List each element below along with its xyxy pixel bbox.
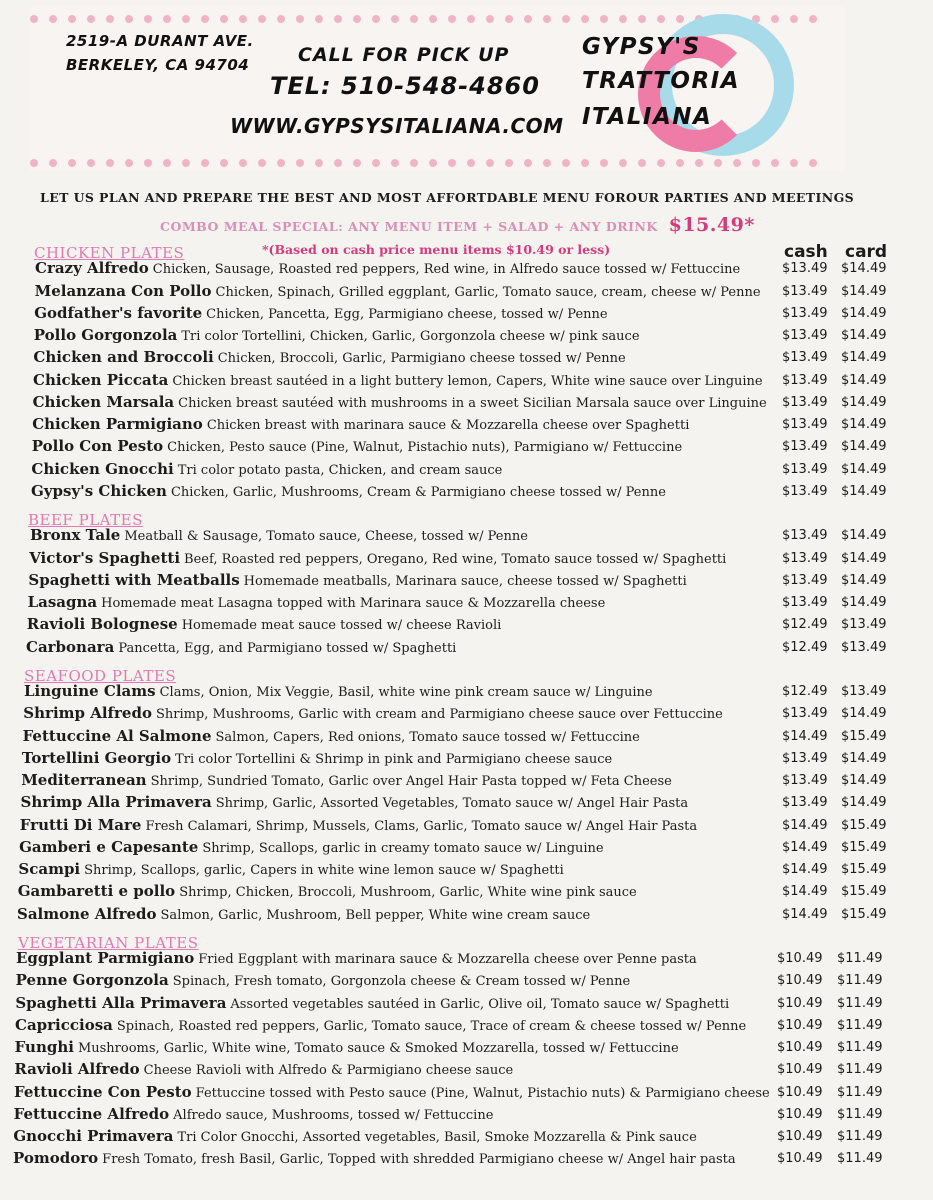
menu-item-name: Frutti Di Mare (19, 815, 142, 834)
menu-item-card-price: $14.49 (841, 550, 887, 566)
decorative-dot (448, 159, 456, 167)
combo-special-price: $15.49* (668, 214, 755, 236)
menu-item (33, 391, 767, 413)
decorative-dot (391, 15, 399, 23)
decorative-dot (277, 159, 285, 167)
menu-item-cash-price: $10.49 (777, 973, 823, 989)
decorative-dot (391, 159, 399, 167)
menu-item-name: Ravioli Alfredo (14, 1060, 140, 1079)
decorative-dot (600, 15, 608, 23)
menu-item (33, 369, 763, 391)
menu-item-cash-price: $13.49 (782, 372, 828, 388)
menu-item (22, 747, 612, 769)
menu-item-description: Chicken breast sautéed in a light buttery lemon, Capers, White wine sauce over Linguine (172, 373, 763, 389)
decorative-dot (467, 15, 475, 23)
menu-item-description: Tri Color Gnocchi, Assorted vegetables, Basil, Smoke Mozzarella & Pink sauce (177, 1130, 697, 1145)
decorative-dot (448, 15, 456, 23)
menu-item-cash-price: $10.49 (777, 1106, 823, 1122)
decorative-dot (676, 159, 684, 167)
decorative-dot (543, 15, 551, 23)
menu-item-description: Assorted vegetables sautéed in Garlic, Olive oil, Tomato sauce w/ Spaghetti (230, 996, 730, 1012)
menu-item-cash-price: $13.49 (782, 795, 828, 811)
menu-item (33, 346, 625, 368)
menu-item-card-price: $14.49 (841, 283, 887, 299)
menu-item-description: Chicken, Broccoli, Garlic, Parmigiano cheese tossed w/ Penne (217, 351, 626, 367)
menu-item-card-price: $14.49 (841, 572, 887, 588)
menu-item-cash-price: $14.49 (782, 862, 828, 877)
menu-item-cash-price: $12.49 (782, 639, 828, 655)
menu-item-description: Shrimp, Scallops, garlic, Capers in white wine lemon sauce w/ Spaghetti (84, 863, 564, 878)
menu-item-card-price: $11.49 (837, 1062, 883, 1078)
menu-item-name: Fettuccine Con Pesto (14, 1082, 192, 1101)
menu-item-card-price: $14.49 (841, 261, 887, 277)
menu-item-name: Pollo Con Pesto (31, 437, 164, 456)
menu-item-name: Bronx Tale (30, 526, 121, 545)
menu-item-cash-price: $10.49 (777, 1151, 823, 1167)
decorative-dot (315, 15, 323, 23)
combo-special (160, 214, 755, 236)
menu-item-description: Shrimp, Garlic, Assorted Vegetables, Tomato sauce w/ Angel Hair Pasta (215, 796, 689, 812)
menu-item-name: Chicken and Broccoli (33, 348, 214, 367)
brand-name-line-2: TRATTORIA (582, 68, 741, 94)
menu-item-cash-price: $12.49 (782, 684, 828, 699)
brand-name-line-3: ITALIANA (582, 104, 713, 130)
decorative-dot (543, 159, 551, 167)
menu-item (21, 769, 672, 791)
menu-item-card-price: $14.49 (841, 483, 887, 499)
combo-footnote: *(Based on cash price menu items $10.49 or less) (262, 242, 611, 257)
party-planning-text: LET US PLAN AND PREPARE THE BEST AND MOST AFFORTDABLE MENU FOROUR PARTIES AND MEETINGS (40, 190, 855, 205)
decorative-dot (467, 159, 475, 167)
decorative-dot (733, 159, 741, 167)
menu-item-card-price: $14.49 (841, 706, 887, 722)
decorative-dot (638, 159, 646, 167)
section-title-beef-plates: BEEF PLATES (28, 511, 143, 529)
decorative-dot (220, 15, 228, 23)
menu-item (29, 547, 726, 569)
menu-item-card-price: $13.49 (841, 639, 887, 655)
menu-item-description: Pancetta, Egg, and Parmigiano tossed w/ Spaghetti (118, 640, 457, 656)
decorative-dot (353, 15, 361, 23)
menu-item-cash-price: $13.49 (782, 439, 828, 455)
menu-item-description: Shrimp, Chicken, Broccoli, Mushroom, Garlic, White wine pink sauce (179, 885, 637, 901)
menu-item-card-price: $14.49 (841, 350, 887, 366)
menu-item-card-price: $11.49 (837, 1040, 883, 1055)
menu-item-card-price: $13.49 (841, 684, 887, 699)
decorative-dot (714, 159, 722, 167)
decorative-dot (30, 159, 38, 167)
menu-item-description: Fried Eggplant with marinara sauce & Mozzarella cheese over Penne pasta (198, 952, 697, 967)
menu-item-name: Fettuccine Al Salmone (22, 726, 212, 745)
menu-item-name: Gnocchi Primavera (13, 1127, 174, 1145)
menu-item (16, 969, 630, 991)
menu-item-name: Carbonara (26, 637, 115, 656)
menu-item (32, 435, 682, 457)
menu-item-description: Chicken, Pesto sauce (Pine, Walnut, Pistachio nuts), Parmigiano w/ Fettuccine (167, 440, 683, 456)
address-line-2: BERKELEY, CA 94704 (66, 56, 250, 74)
menu-item-description: Mushrooms, Garlic, White wine, Tomato sauce & Smoked Mozzarella, tossed w/ Fettuccine (77, 1041, 679, 1056)
decorative-dot (125, 159, 133, 167)
menu-item (14, 1058, 513, 1080)
decorative-dot (220, 159, 228, 167)
menu-item-description: Chicken, Sausage, Roasted red peppers, Red wine, in Alfredo sauce tossed w/ Fettuccine (152, 262, 741, 278)
decorative-dot (809, 159, 817, 167)
decorative-dot (790, 159, 798, 167)
menu-item-name: Chicken Piccata (33, 370, 169, 389)
menu-item-description: Tri color potato pasta, Chicken, and cream sauce (177, 462, 503, 478)
menu-item-name: Salmone Alfredo (17, 904, 157, 923)
menu-item-cash-price: $13.49 (782, 572, 828, 588)
decorative-dot (49, 15, 57, 23)
menu-item (28, 569, 686, 591)
menu-item-description: Chicken, Spinach, Grilled eggplant, Garlic, Tomato sauce, cream, cheese w/ Penne (215, 284, 761, 300)
menu-item-description: Chicken breast sautéed with mushrooms in a sweet Sicilian Marsala sauce over Linguine (178, 395, 767, 411)
menu-item (34, 302, 607, 324)
phone-number: TEL: 510-548-4860 (270, 72, 540, 100)
decorative-dot (144, 159, 152, 167)
decorative-dot (695, 159, 703, 167)
decorative-dot (429, 15, 437, 23)
menu-item-name: Gypsy's Chicken (31, 481, 167, 500)
menu-item (15, 1014, 746, 1036)
menu-item-card-price: $14.49 (841, 773, 887, 788)
menu-item-description: Salmon, Garlic, Mushroom, Bell pepper, White wine cream sauce (160, 907, 591, 923)
decorative-dot (752, 159, 760, 167)
menu-item-description: Cheese Ravioli with Alfredo & Parmigiano cheese sauce (143, 1063, 514, 1079)
decorative-dot (106, 15, 114, 23)
menu-item (14, 1081, 770, 1103)
decorative-dot (315, 159, 323, 167)
decorative-dot (68, 15, 76, 23)
decorative-dot (106, 159, 114, 167)
decorative-dot (410, 159, 418, 167)
menu-item-name: Penne Gorgonzola (15, 971, 169, 990)
menu-item-cash-price: $10.49 (777, 995, 823, 1011)
menu-item-card-price: $11.49 (837, 1084, 883, 1100)
decorative-dot (429, 159, 437, 167)
menu-item-card-price: $14.49 (841, 328, 887, 343)
decorative-dot (581, 15, 589, 23)
menu-item-description: Chicken, Pancetta, Egg, Parmigiano cheese, tossed w/ Penne (206, 306, 608, 322)
menu-item (31, 458, 502, 480)
menu-item-name: Pollo Gorgonzola (33, 326, 178, 344)
menu-item-description: Chicken breast with marinara sauce & Mozzarella cheese over Spaghetti (206, 418, 690, 433)
decorative-dot (239, 15, 247, 23)
menu-item-cash-price: $13.49 (782, 261, 828, 277)
menu-item-card-price: $11.49 (837, 1017, 883, 1033)
decorative-dot (334, 15, 342, 23)
menu-item-cash-price: $13.49 (782, 483, 828, 499)
address-line-1: 2519-A DURANT AVE. (66, 32, 254, 50)
decorative-dot (296, 15, 304, 23)
decorative-dot (277, 15, 285, 23)
menu-item-cash-price: $14.49 (782, 906, 828, 922)
call-for-pickup: CALL FOR PICK UP (298, 44, 510, 66)
decorative-dot (163, 15, 171, 23)
menu-item (32, 413, 689, 435)
decorative-dot (638, 15, 646, 23)
menu-item (18, 858, 563, 880)
menu-item (13, 1147, 736, 1169)
menu-item-name: Gambaretti e pollo (17, 882, 176, 901)
menu-item (27, 613, 502, 635)
menu-item-card-price: $11.49 (837, 1106, 883, 1122)
section-title-seafood-plates: SEAFOOD PLATES (24, 666, 177, 685)
menu-item (28, 591, 606, 613)
menu-item-cash-price: $13.49 (782, 417, 828, 432)
decorative-dot (372, 159, 380, 167)
menu-item-description: Fettuccine tossed with Pesto sauce (Pine, Walnut, Pistachio nuts) & Parmigiano cheese (195, 1085, 770, 1101)
menu-item-description: Beef, Roasted red peppers, Oregano, Red wine, Tomato sauce tossed w/ Spaghetti (184, 551, 727, 567)
decorative-dot (87, 15, 95, 23)
menu-item-description: Shrimp, Sundried Tomato, Garlic over Angel Hair Pasta topped w/ Feta Cheese (150, 774, 672, 789)
decorative-dot (68, 159, 76, 167)
decorative-dot (562, 159, 570, 167)
decorative-dot (562, 15, 570, 23)
menu-item-description: Alfredo sauce, Mushrooms, tossed w/ Fettuccine (173, 1107, 494, 1123)
menu-item-card-price: $14.49 (841, 461, 887, 477)
menu-item-card-price: $11.49 (837, 973, 883, 989)
decorative-dot (258, 159, 266, 167)
menu-item-cash-price: $13.49 (782, 595, 828, 610)
decorative-dot (296, 159, 304, 167)
menu-item-cash-price: $13.49 (782, 394, 828, 410)
menu-item-card-price: $14.49 (841, 305, 887, 321)
menu-item-cash-price: $13.49 (782, 528, 828, 544)
menu-item-card-price: $11.49 (837, 995, 883, 1011)
menu-item-card-price: $15.49 (841, 906, 887, 922)
decorative-dot (581, 159, 589, 167)
menu-item-cash-price: $14.49 (782, 884, 828, 900)
menu-item-cash-price: $10.49 (777, 1129, 823, 1144)
menu-item-description: Spinach, Fresh tomato, Gorgonzola cheese & Cream tossed w/ Penne (172, 974, 631, 990)
decorative-dot (790, 15, 798, 23)
menu-item-cash-price: $13.49 (782, 706, 828, 722)
menu-item-cash-price: $13.49 (782, 461, 828, 477)
decorative-dot (505, 15, 513, 23)
menu-item-name: Lasagna (27, 593, 98, 611)
menu-item-cash-price: $13.49 (782, 305, 828, 321)
menu-item-description: Tri color Tortellini, Chicken, Garlic, Gorgonzola cheese w/ pink sauce (181, 329, 640, 344)
menu-item-cash-price: $14.49 (782, 839, 828, 855)
menu-item-cash-price: $12.49 (782, 617, 828, 633)
decorative-dot (239, 159, 247, 167)
menu-item-name: Spaghetti Alla Primavera (15, 993, 227, 1012)
decorative-dot (771, 159, 779, 167)
menu-item-cash-price: $10.49 (777, 1040, 823, 1055)
menu-item-cash-price: $13.49 (782, 350, 828, 366)
menu-item (30, 524, 528, 546)
menu-item-name: Victor's Spaghetti (29, 548, 181, 567)
menu-item (21, 791, 689, 813)
decorative-dot (619, 159, 627, 167)
menu-item-card-price: $15.49 (841, 884, 887, 900)
menu-item (23, 725, 640, 747)
menu-item-card-price: $11.49 (837, 951, 883, 966)
menu-item-cash-price: $13.49 (782, 773, 828, 788)
menu-item-cash-price: $10.49 (777, 951, 823, 966)
menu-item-name: Shrimp Alfredo (23, 704, 152, 723)
menu-item-card-price: $11.49 (837, 1151, 883, 1167)
column-header-card: card (845, 242, 888, 262)
menu-item-cash-price: $13.49 (782, 550, 828, 566)
menu-item-cash-price: $13.49 (782, 283, 828, 299)
menu-item-description: Homemade meatballs, Marinara sauce, cheese tossed w/ Spaghetti (243, 573, 687, 589)
menu-item-description: Salmon, Capers, Red onions, Tomato sauce tossed w/ Fettuccine (215, 729, 640, 745)
menu-item-card-price: $14.49 (841, 528, 887, 544)
menu-item-cash-price: $14.49 (782, 728, 828, 744)
decorative-dot (182, 159, 190, 167)
menu-item-cash-price: $10.49 (777, 1062, 823, 1078)
decorative-dot (657, 159, 665, 167)
menu-item (26, 636, 456, 658)
menu-item-name: Tortellini Georgio (21, 748, 172, 767)
menu-item-card-price: $15.49 (841, 817, 887, 833)
menu-header (30, 6, 845, 171)
menu-item-name: Shrimp Alla Primavera (20, 793, 212, 812)
menu-item-name: Linguine Clams (24, 682, 156, 700)
decorative-dot (505, 159, 513, 167)
brand-name-line-1: GYPSY'S (582, 34, 701, 60)
menu-item (18, 880, 637, 902)
decorative-dot (201, 159, 209, 167)
menu-item (31, 480, 666, 502)
menu-item-description: Homemade meat sauce tossed w/ cheese Ravioli (181, 618, 502, 634)
menu-item-cash-price: $13.49 (782, 328, 828, 343)
menu-item-cash-price: $10.49 (777, 1084, 823, 1100)
decorative-dot (524, 159, 532, 167)
decorative-dot (486, 15, 494, 23)
menu-item-name: Capricciosa (15, 1015, 113, 1034)
menu-item-card-price: $14.49 (841, 394, 887, 410)
decorative-dot (771, 15, 779, 23)
website-url: WWW.GYPSYSITALIANA.COM (230, 114, 564, 138)
menu-item-card-price: $14.49 (841, 439, 887, 455)
decorative-dot (49, 159, 57, 167)
menu-item (35, 280, 761, 302)
menu-item-name: Fettuccine Alfredo (13, 1104, 170, 1123)
menu-item-card-price: $14.49 (841, 795, 887, 811)
menu-item-name: Eggplant Parmigiano (16, 949, 195, 967)
menu-item-card-price: $11.49 (837, 1129, 883, 1144)
decorative-dot (87, 159, 95, 167)
menu-item-name: Funghi (14, 1038, 74, 1056)
menu-item-description: Meatball & Sausage, Tomato sauce, Cheese, tossed w/ Penne (124, 529, 528, 545)
menu-item-cash-price: $13.49 (782, 750, 828, 766)
menu-item-name: Mediterranean (21, 771, 147, 789)
menu-item-cash-price: $14.49 (782, 817, 828, 833)
menu-item-description: Clams, Onion, Mix Veggie, Basil, white wine pink cream sauce w/ Linguine (159, 685, 653, 700)
menu-item-description: Shrimp, Scallops, garlic in creamy tomato sauce w/ Linguine (202, 840, 604, 856)
decorative-dot (486, 159, 494, 167)
decorative-dot (600, 159, 608, 167)
menu-item-name: Melanzana Con Pollo (34, 281, 212, 300)
menu-item (24, 680, 653, 702)
decorative-dot (182, 15, 190, 23)
menu-item-description: Homemade meat Lasagna topped with Marinara sauce & Mozzarella cheese (101, 596, 606, 611)
decorative-dot (258, 15, 266, 23)
menu-item (15, 1036, 679, 1058)
menu-item-card-price: $15.49 (841, 862, 887, 877)
menu-item-card-price: $15.49 (841, 839, 887, 855)
menu-item-name: Spaghetti with Meatballs (28, 570, 240, 589)
decorative-dot (619, 15, 627, 23)
menu-item-name: Pomodoro (13, 1149, 99, 1168)
menu-item-description: Shrimp, Mushrooms, Garlic with cream and Parmigiano cheese sauce over Fettuccine (155, 707, 723, 723)
menu-item-card-price: $14.49 (841, 372, 887, 388)
menu-item-description: Fresh Calamari, Shrimp, Mussels, Clams, Garlic, Tomato sauce w/ Angel Hair Pasta (145, 818, 698, 834)
menu-item-description: Chicken, Garlic, Mushrooms, Cream & Parmigiano cheese tossed w/ Penne (170, 484, 666, 500)
menu-item-card-price: $14.49 (841, 595, 887, 610)
menu-item-card-price: $15.49 (841, 728, 887, 744)
decorative-dot (676, 15, 684, 23)
menu-item-name: Chicken Parmigiano (32, 415, 203, 433)
decorative-dot (410, 15, 418, 23)
menu-item-description: Tri color Tortellini & Shrimp in pink and Parmigiano cheese sauce (175, 751, 613, 767)
decorative-dot (353, 159, 361, 167)
decorative-dot (163, 159, 171, 167)
menu-item-name: Chicken Marsala (32, 392, 175, 411)
menu-item-card-price: $14.49 (841, 417, 887, 432)
section-title-chicken-plates: CHICKEN PLATES (34, 244, 185, 262)
decorative-dot (334, 159, 342, 167)
menu-item (15, 992, 729, 1014)
menu-item-name: Crazy Alfredo (35, 259, 149, 278)
menu-item-name: Ravioli Bolognese (26, 615, 178, 634)
menu-item (17, 903, 590, 925)
menu-item (16, 947, 697, 969)
menu-item (13, 1125, 696, 1147)
menu-item-cash-price: $10.49 (777, 1017, 823, 1033)
menu-item-name: Chicken Gnocchi (31, 459, 174, 478)
decorative-dot (201, 15, 209, 23)
menu-item-card-price: $14.49 (841, 750, 887, 766)
menu-item (14, 1103, 494, 1125)
column-header-cash: cash (784, 242, 828, 262)
section-title-vegetarian-plates: VEGETARIAN PLATES (18, 933, 199, 952)
menu-item-name: Scampi (18, 860, 81, 878)
menu-item (23, 702, 723, 724)
decorative-dot (524, 15, 532, 23)
menu-item (19, 836, 604, 858)
decorative-dot (372, 15, 380, 23)
decorative-dot (144, 15, 152, 23)
menu-item-description: Fresh Tomato, fresh Basil, Garlic, Topped with shredded Parmigiano cheese w/ Angel hair pasta (102, 1152, 736, 1168)
menu-item (20, 814, 697, 836)
menu-item (34, 324, 640, 346)
decorative-dot (657, 15, 665, 23)
decorative-dot (125, 15, 133, 23)
decorative-dot (30, 15, 38, 23)
menu-item-description: Spinach, Roasted red peppers, Garlic, Tomato sauce, Trace of cream & cheese tossed w/ Penne (116, 1018, 747, 1034)
decorative-dot (809, 15, 817, 23)
menu-item-name: Gamberi e Capesante (19, 837, 199, 856)
menu-item (35, 257, 740, 279)
menu-item-card-price: $13.49 (841, 617, 887, 633)
combo-special-text: COMBO MEAL SPECIAL: ANY MENU ITEM + SALAD + ANY DRINK (160, 219, 658, 234)
menu-item-name: Godfather's favorite (34, 303, 203, 322)
